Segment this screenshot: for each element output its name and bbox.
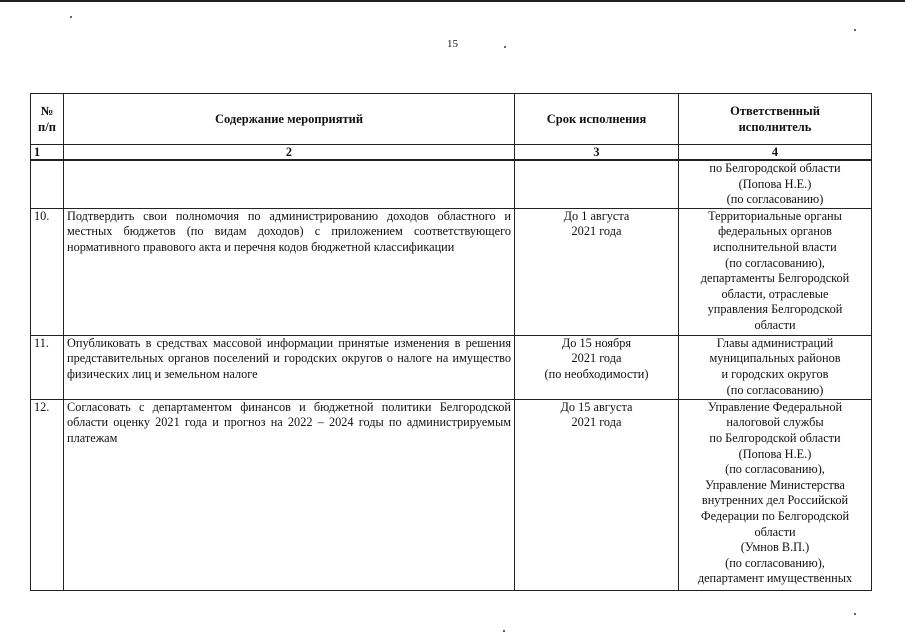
row-deadline (515, 399, 679, 590)
executor-line: (Попова Н.Е.) (738, 446, 812, 461)
header-executor: Ответственный исполнитель (679, 94, 872, 145)
deadline-line: До 1 августа (563, 208, 630, 223)
executor-line: по Белгородской области (709, 430, 841, 445)
executor-line: Управление Федеральной (707, 399, 843, 414)
table-row (31, 335, 872, 399)
scan-speck (854, 29, 856, 31)
deadline-line: 2021 года (571, 351, 622, 366)
table-row (31, 208, 872, 335)
executor-line: (по согласованию) (726, 192, 824, 207)
row-content (64, 160, 515, 208)
executor-line: и городских округов (721, 366, 829, 381)
deadline-line: До 15 августа (560, 399, 633, 414)
deadline-line: 2021 года (571, 224, 622, 239)
executor-line: Главы администраций (716, 335, 834, 350)
row-deadline (515, 160, 679, 208)
column-number: 2 (64, 145, 515, 161)
column-number: 1 (31, 145, 64, 161)
row-executor (679, 399, 872, 590)
scan-speck (503, 630, 505, 632)
executor-line: области (754, 317, 796, 332)
executor-line: налоговой службы (726, 415, 824, 430)
page-top-border (0, 0, 905, 2)
executor-line: внутренних дел Российской (701, 493, 849, 508)
row-executor (679, 160, 872, 208)
executor-line: области, отраслевые (721, 286, 829, 301)
row-executor (679, 335, 872, 399)
scan-speck (504, 46, 506, 48)
deadline-line: 2021 года (571, 415, 622, 430)
row-number (31, 160, 64, 208)
executor-line: Территориальные органы (708, 208, 842, 223)
header-num: № п/п (31, 94, 64, 145)
executor-line: (по согласованию), (725, 462, 825, 477)
executor-line: Федерации по Белгородской (700, 508, 850, 523)
row-number: 11. (31, 335, 64, 399)
deadline-line: До 15 ноября (561, 335, 632, 350)
row-content: Опубликовать в средствах массовой информации принятые изменения в решения представительных органов поселений и городских округов о налоге на имущество физических лиц и земельном налоге (64, 335, 515, 399)
row-number: 12. (31, 399, 64, 590)
executor-line: федеральных органов (718, 224, 832, 239)
executor-line: департаменты Белгородской (700, 271, 850, 286)
column-number: 4 (679, 145, 872, 161)
executor-line: департамент имущественных (697, 571, 853, 586)
executor-line: исполнительной власти (713, 239, 837, 254)
header-content: Содержание мероприятий (64, 94, 515, 145)
executor-line: управления Белгородской (707, 302, 843, 317)
deadline-line: (по необходимости) (544, 366, 649, 381)
executor-line: по Белгородской области (709, 161, 841, 175)
executor-line: муниципальных районов (709, 351, 841, 366)
table-header-row (31, 94, 872, 145)
column-number: 3 (515, 145, 679, 161)
row-number: 10. (31, 208, 64, 335)
executor-line: (по согласованию), (725, 255, 825, 270)
executor-line: (Умнов В.П.) (740, 540, 810, 555)
table-row (31, 399, 872, 590)
header-deadline: Срок исполнения (515, 94, 679, 145)
row-content: Согласовать с департаментом финансов и бюджетной политики Белгородской области оценку 2021 года и прогноз на 2022 – 2024 годы по администрируемым платежам (64, 399, 515, 590)
action-plan-table (30, 93, 872, 591)
row-executor (679, 208, 872, 335)
page-number: 15 (447, 38, 458, 50)
column-numbers-row (31, 145, 872, 161)
scan-speck (854, 613, 856, 615)
table-row (31, 160, 872, 208)
scan-speck (70, 16, 72, 18)
row-content: Подтвердить свои полномочия по администрированию доходов областного и местных бюджетов (по видам доходов) с приложением соответствующего нормативного правового акта и перечня кодов бюджетной классификации (64, 208, 515, 335)
executor-line: (по согласованию), (725, 555, 825, 570)
executor-line: (Попова Н.Е.) (738, 176, 812, 191)
executor-line: области (754, 524, 796, 539)
executor-line: Управление Министерства (705, 477, 845, 492)
executor-line: (по согласованию) (726, 382, 824, 397)
row-deadline (515, 208, 679, 335)
row-deadline (515, 335, 679, 399)
